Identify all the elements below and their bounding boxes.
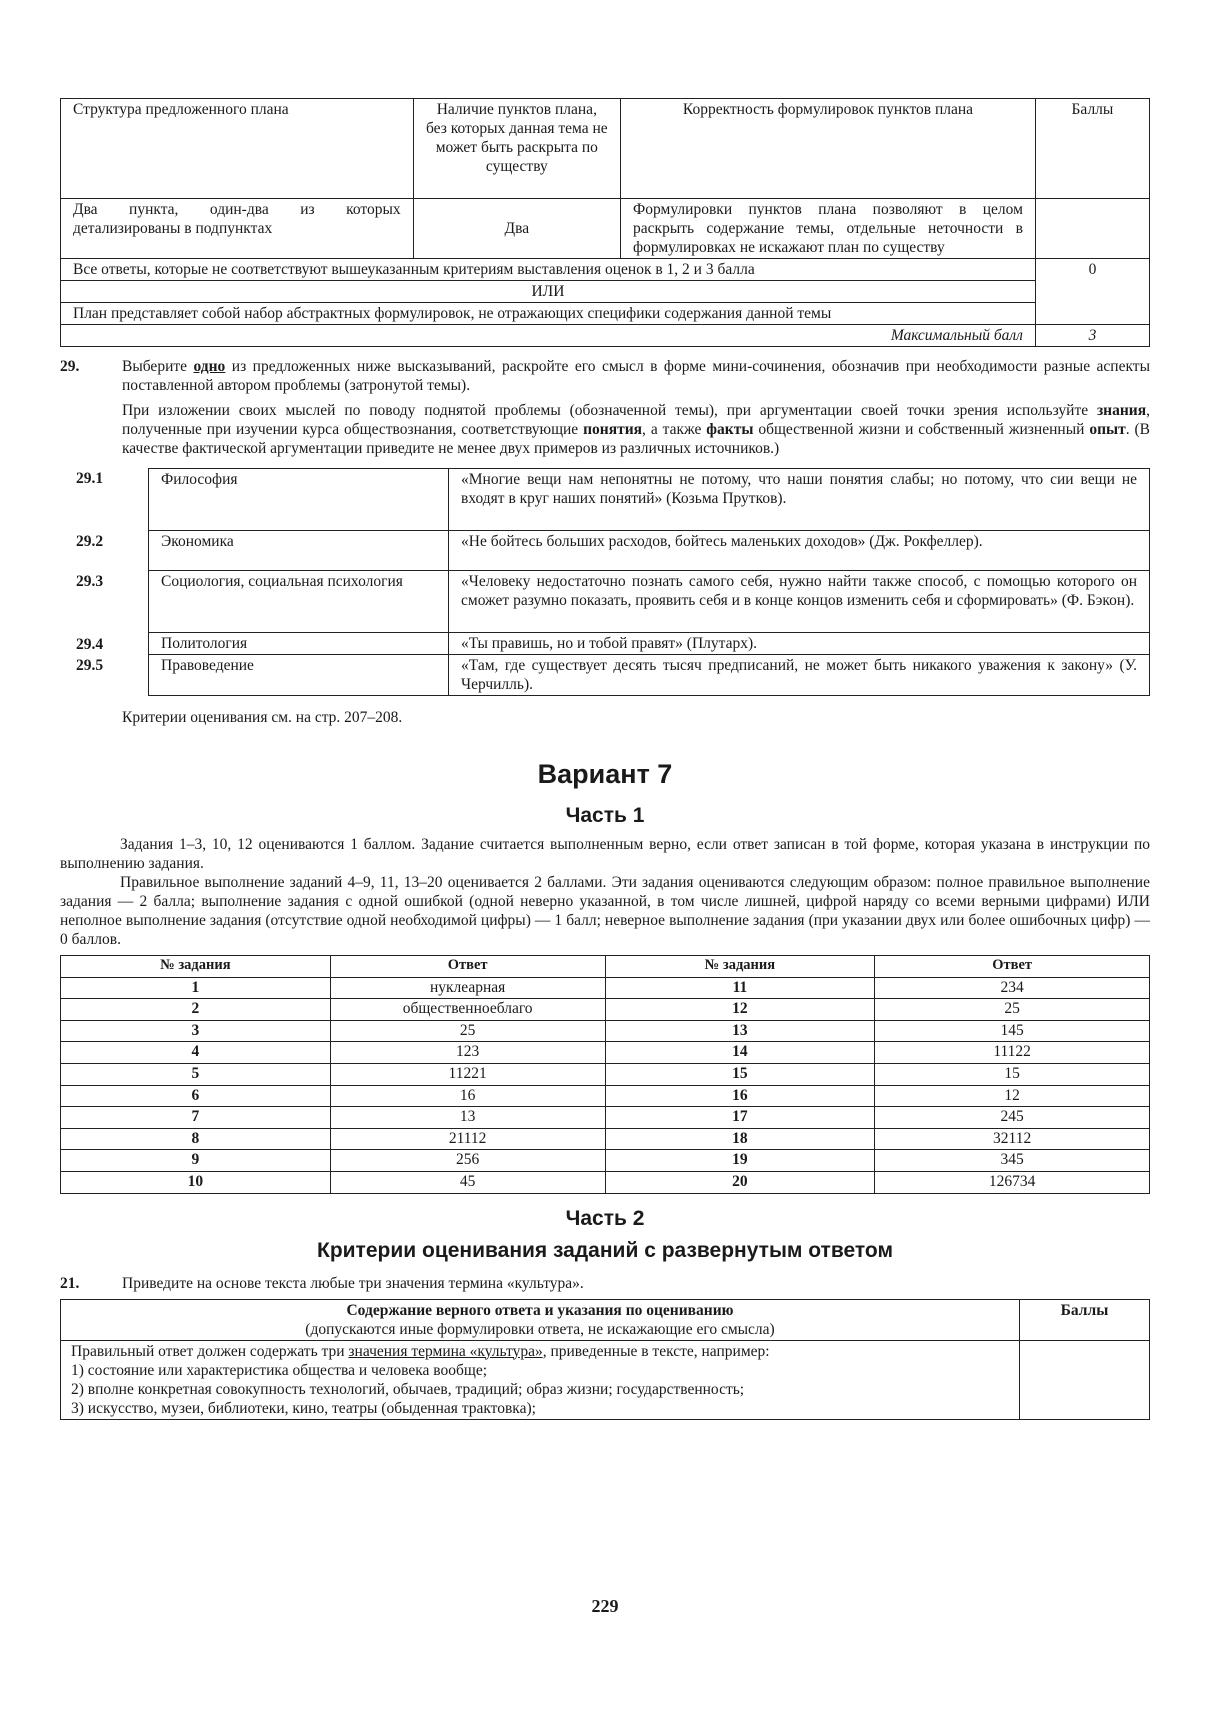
answer: 256	[330, 1150, 605, 1172]
option-quote: «Ты правишь, но и тобой правят» (Плутарх).	[449, 633, 1150, 655]
task-number: 2	[61, 999, 331, 1021]
task-number: 8	[61, 1128, 331, 1150]
task-21	[60, 1274, 1150, 1293]
table-row	[149, 469, 1150, 531]
plan-criteria-table	[60, 98, 1150, 347]
score-cell	[1020, 1340, 1150, 1419]
option-subject: Социология, социальная психология	[149, 571, 449, 633]
table-row	[61, 977, 1150, 999]
criteria-point: 3) искусство, музеи, библиотеки, кино, театры (обыденная трактовка);	[71, 1399, 536, 1417]
table-row	[61, 259, 1150, 281]
task-29	[60, 357, 1150, 458]
task-number: 15	[605, 1063, 875, 1085]
emphasis: факты	[706, 421, 754, 438]
answer: 32112	[875, 1128, 1150, 1150]
option-subject: Правоведение	[149, 655, 449, 696]
criteria-intro	[71, 1342, 1009, 1361]
text: . (В качестве фактической аргументации приведите не менее двух примеров из различных источников.)	[122, 421, 1151, 457]
table-row	[61, 1107, 1150, 1129]
answer: 13	[330, 1107, 605, 1129]
answer: 21112	[330, 1128, 605, 1150]
table-row	[149, 531, 1150, 571]
option-quote: «Не бойтесь больших расходов, бойтесь маленьких доходов» (Дж. Рокфеллер).	[449, 531, 1150, 571]
answer: 123	[330, 1042, 605, 1064]
table-row	[61, 1020, 1150, 1042]
task-number: 5	[61, 1063, 331, 1085]
task-21-criteria-table	[60, 1299, 1150, 1420]
table-header-row	[61, 1299, 1150, 1340]
text: При изложении своих мыслей по поводу поднятой проблемы (обозначенной темы), при аргументации своей точки зрения используйте	[122, 402, 1097, 419]
option-subject: Экономика	[149, 531, 449, 571]
option-number: 29.3	[76, 573, 104, 591]
part2-title: Часть 2	[565, 1206, 645, 1230]
task-paragraph	[122, 357, 1150, 395]
answer: 245	[875, 1107, 1150, 1129]
part1-intro	[60, 835, 1150, 949]
task-number: 18	[605, 1128, 875, 1150]
option-numbers	[60, 468, 148, 696]
task-number: 1	[61, 977, 331, 999]
table-row	[61, 999, 1150, 1021]
header-task-number: № задания	[61, 956, 331, 978]
answer: 12	[875, 1085, 1150, 1107]
document-page	[60, 98, 1150, 1420]
answer: 234	[875, 977, 1150, 999]
text: общественной жизни и собственный жизненный	[753, 421, 1090, 438]
task-number: 19	[605, 1150, 875, 1172]
answer: 126734	[875, 1171, 1150, 1193]
answer: 145	[875, 1020, 1150, 1042]
option-quote: «Там, где существует десять тысяч предписаний, не может быть никакого уважения к закону» (У. Черчилль).	[449, 655, 1150, 696]
emphasis: понятия	[583, 421, 643, 438]
table-row	[61, 1150, 1150, 1172]
text: Выберите	[122, 358, 194, 375]
answer: 11221	[330, 1063, 605, 1085]
answers-table	[60, 955, 1150, 1194]
table-header-row	[61, 99, 1150, 199]
table-row	[149, 633, 1150, 655]
task-number: 6	[61, 1085, 331, 1107]
header-structure: Структура предложенного плана	[61, 99, 414, 199]
cell-abstract-plan: План представляет собой набор абстрактных формулировок, не отражающих специфики содержания данной темы	[61, 303, 1036, 325]
emphasis: знания	[1096, 402, 1147, 419]
task-number: 9	[61, 1150, 331, 1172]
table-row	[61, 303, 1150, 325]
or-separator: ИЛИ	[61, 281, 1036, 303]
task-number: 17	[605, 1107, 875, 1129]
max-score-value: 3	[1035, 325, 1149, 347]
task-number: 29.	[60, 358, 80, 375]
table-row	[61, 1128, 1150, 1150]
header-score: Баллы	[1035, 99, 1149, 199]
table-row	[61, 1085, 1150, 1107]
criteria-point: 1) состояние или характеристика общества и человека вообще;	[71, 1361, 488, 1379]
cell-zero-criteria: Все ответы, которые не соответствуют вышеуказанным критериям выставления оценок в 1, 2 и 3 балла	[61, 259, 1036, 281]
task-number: 3	[61, 1020, 331, 1042]
table-row	[149, 655, 1150, 696]
answer: 25	[875, 999, 1150, 1021]
emphasis: одно	[193, 358, 226, 375]
header-content	[61, 1299, 1020, 1340]
criteria-point: 2) вполне конкретная совокупность технологий, обычаев, традиций; образ жизни; государственность;	[71, 1380, 745, 1398]
header-task-number: № задания	[605, 956, 875, 978]
answer: 25	[330, 1020, 605, 1042]
header-key-points: Наличие пунктов плана, без которых данная тема не может быть раскрыта по существу	[413, 99, 620, 199]
task-number: 12	[605, 999, 875, 1021]
answer: 45	[330, 1171, 605, 1193]
cell-zero-score: 0	[1035, 259, 1149, 325]
text: , полученные при изучении курса обществознания, соответствующие	[122, 402, 1150, 438]
answer: общественноеблаго	[330, 999, 605, 1021]
header-score: Баллы	[1020, 1299, 1150, 1340]
task-text	[122, 357, 1150, 458]
header-answer: Ответ	[875, 956, 1150, 978]
task-number: 20	[605, 1171, 875, 1193]
task-number: 21.	[60, 1274, 80, 1292]
task-number: 4	[61, 1042, 331, 1064]
option-quote: «Человеку недостаточно познать самого себя, нужно найти также способ, с помощью которого он сможет разумно показать, проявить себя и в конце концов изменить себя и сформировать» (Ф. Бэкон).	[449, 571, 1150, 633]
answer: 345	[875, 1150, 1150, 1172]
header-correctness: Корректность формулировок пунктов плана	[621, 99, 1036, 199]
task-number: 16	[605, 1085, 875, 1107]
answer: 11122	[875, 1042, 1150, 1064]
option-number: 29.1	[76, 470, 104, 487]
answer: 15	[875, 1063, 1150, 1085]
header-line: Содержание верного ответа и указания по оцениванию	[346, 1301, 734, 1319]
criteria-content	[61, 1340, 1020, 1419]
option-number: 29.4	[76, 636, 104, 654]
criteria-reference: Критерии оценивания см. на стр. 207–208.	[122, 709, 403, 726]
page-number: 229	[591, 1596, 619, 1616]
max-score-label: Максимальный балл	[61, 325, 1036, 347]
part2-subtitle: Критерии оценивания заданий с развернутым ответом	[317, 1238, 893, 1262]
header-line: (допускаются иные формулировки ответа, не искажающие его смысла)	[305, 1320, 775, 1338]
option-number: 29.5	[76, 657, 104, 675]
cell-structure: Два пункта, один-два из которых детализированы в подпунктах	[61, 199, 414, 259]
table-row	[61, 1042, 1150, 1064]
text: из предложенных ниже высказываний, раскройте его смысл в форме мини-сочинения, обозначив при необходимости разные аспекты поставленной автором проблемы (затронутой темы).	[122, 358, 1150, 394]
option-number: 29.2	[76, 532, 104, 550]
task-29-options	[60, 468, 1150, 696]
task-paragraph	[122, 401, 1150, 458]
table-row	[61, 1340, 1150, 1419]
table-row	[61, 1171, 1150, 1193]
option-subject: Философия	[149, 469, 449, 531]
part1-title: Часть 1	[565, 804, 645, 827]
answer: 16	[330, 1085, 605, 1107]
task-number: 10	[61, 1171, 331, 1193]
table-row	[61, 325, 1150, 347]
text: , а также	[642, 421, 707, 438]
option-subject: Политология	[149, 633, 449, 655]
intro-paragraph: Задания 1–3, 10, 12 оцениваются 1 баллом. Задание считается выполненным верно, если ответ записан в той форме, которая указана в инструкции по выполнению задания.	[60, 836, 1150, 872]
text: , приведенные в тексте, например:	[542, 1342, 770, 1360]
variant-title: Вариант 7	[537, 759, 673, 789]
emphasis: опыт	[1089, 421, 1126, 438]
option-quote: «Многие вещи нам непонятны не потому, что наши понятия слабы; но потому, что сии вещи не входят в круг наших понятий» (Козьма Прутков).	[449, 469, 1150, 531]
task-number: 7	[61, 1107, 331, 1129]
header-answer: Ответ	[330, 956, 605, 978]
answer: нуклеарная	[330, 977, 605, 999]
table-row	[61, 281, 1150, 303]
table-row	[149, 571, 1150, 633]
quotes-table	[148, 468, 1150, 696]
task-text: Приведите на основе текста любые три значения термина «культура».	[122, 1274, 584, 1292]
text: Правильный ответ должен содержать три	[71, 1342, 349, 1360]
table-row	[61, 199, 1150, 259]
task-number: 13	[605, 1020, 875, 1042]
task-number: 14	[605, 1042, 875, 1064]
table-row	[61, 1063, 1150, 1085]
emphasis: значения термина «культура»	[348, 1342, 543, 1360]
cell-correctness: Формулировки пунктов плана позволяют в целом раскрыть содержание темы, отдельные неточности в формулировках не искажают план по существу	[621, 199, 1036, 259]
task-number: 11	[605, 977, 875, 999]
cell-score	[1035, 199, 1149, 259]
table-header-row	[61, 956, 1150, 978]
cell-key-points: Два	[413, 199, 620, 259]
intro-paragraph: Правильное выполнение заданий 4–9, 11, 13–20 оценивается 2 баллами. Эти задания оцениваются следующим образом: полное правильное выполнение задания — 2 балла; выполнение задания с одной ошибкой (одной неверно указанной, в том числе лишней, цифрой наряду со всеми верными цифрами) ИЛИ неполное выполнение задания (отсутствие одной необходимой цифры) — 1 балл; неверное выполнение задания (при указании двух или более ошибочных цифр) — 0 баллов.	[60, 874, 1150, 948]
